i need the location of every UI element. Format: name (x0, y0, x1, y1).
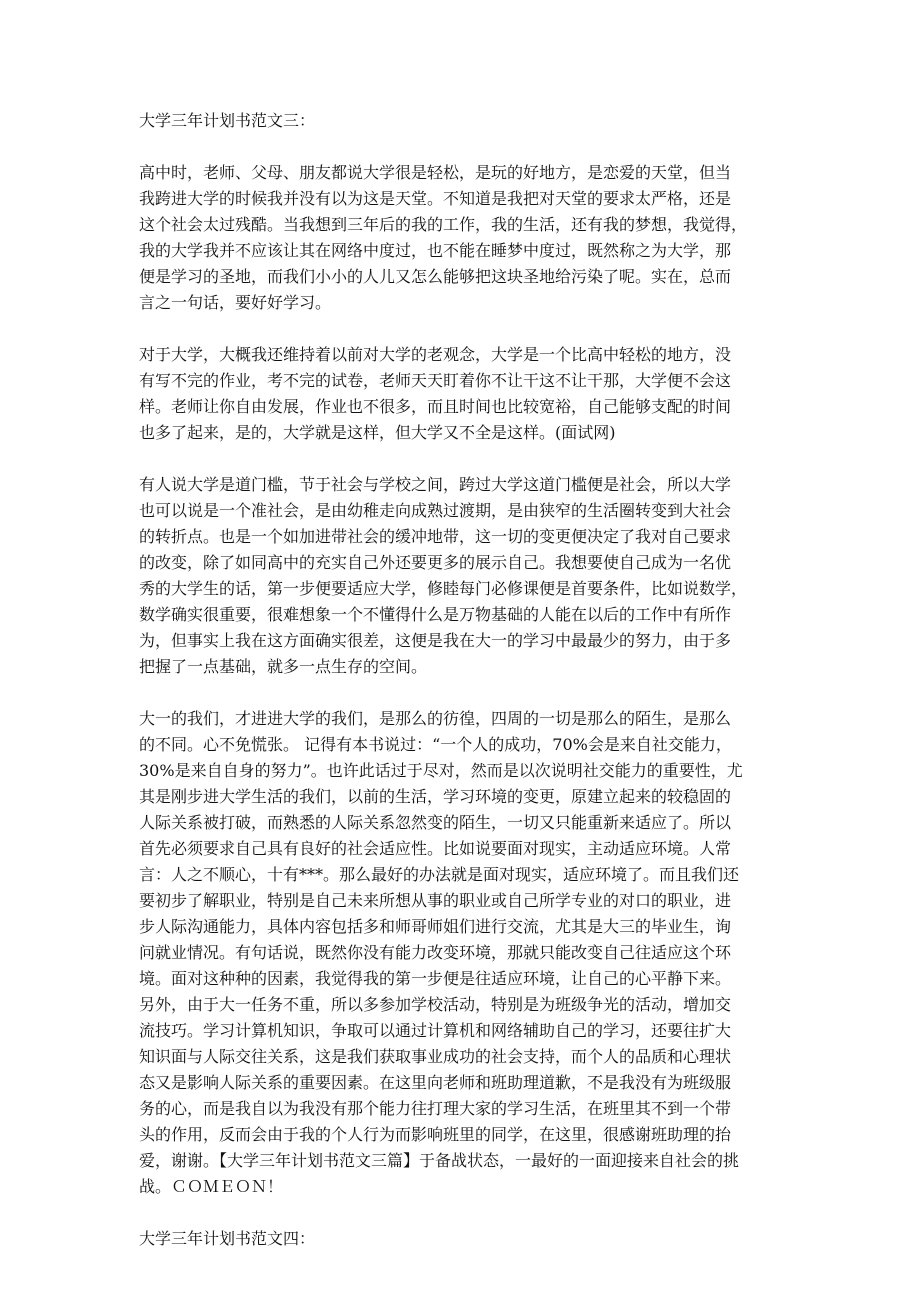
text-line: 便是学习的圣地，而我们小小的人儿又怎么能够把这块圣地给污染了呢。实在，总而 (139, 267, 732, 286)
text-line: 头的作用，反而会由于我的个人行为而影响班里的同学，在这里，很感谢班助理的抬 (139, 1125, 732, 1144)
text-line: 也可以说是一个准社会，是由幼稚走向成熟过渡期，是由狭窄的生活圈转变到大社会 (139, 501, 732, 520)
text-line: 爱，谢谢。【大学三年计划书范文三篇】于备战状态，一最好的一面迎接来自社会的挑 (139, 1151, 740, 1170)
text-line: 首先必须要求自己具有良好的社会适应性。比如说要面对现实，主动适应环境。人常 (139, 839, 732, 858)
text-line: 言之一句话，要好好学习。 (139, 293, 332, 312)
text-line: 大一的我们，才进进大学的我们，是那么的彷徨，四周的一切是那么的陌生，是那么 (139, 709, 732, 728)
text-line: 步人际沟通能力，具体内容包括多和师哥师姐们进行交流，尤其是大三的毕业生，询 (139, 917, 732, 936)
text-line: 我的大学我并不应该让其在网络中度过，也不能在睡梦中度过，既然称之为大学，那 (139, 241, 732, 260)
document-page (139, 108, 789, 1278)
text-line: 有写不完的作业，考不完的试卷，老师天天盯着你不让干这不让干那，大学便不会这 (139, 371, 732, 390)
text-line: 这个社会太过残酷。当我想到三年后的我的工作，我的生活，还有我的梦想，我觉得， (139, 215, 748, 234)
section-heading-3: 大学三年计划书范文三： (139, 111, 316, 130)
text-line: 态又是影响人际关系的重要因素。在这里向老师和班助理道歉，不是我没有为班级服 (139, 1073, 732, 1092)
text-line: 我跨进大学的时候我并没有以为这是天堂。不知道是我把对天堂的要求太严格，还是 (139, 189, 732, 208)
text-line: 也多了起来，是的，大学就是这样，但大学又不全是这样。(面试网) (139, 423, 616, 442)
paragraph-4 (139, 706, 789, 1200)
paragraph-2 (139, 342, 789, 446)
paragraph-1 (139, 160, 789, 316)
text-line: 人际关系被打破，而熟悉的人际关系忽然变的陌生，一切又只能重新来适应了。所以 (139, 813, 732, 832)
text-line: 的转折点。也是一个如加进带社会的缓冲地带，这一切的变更便决定了我对自己要求 (139, 527, 732, 546)
text-line: 要初步了解职业，特别是自己未来所想从事的职业或自己所学专业的对口的职业，进 (139, 891, 732, 910)
text-line: 知识面与人际交往关系，这是我们获取事业成功的社会支持，而个人的品质和心理状 (139, 1047, 732, 1066)
text-line: 有人说大学是道门槛，节于社会与学校之间，跨过大学这道门槛便是社会，所以大学 (139, 475, 732, 494)
text-line: 务的心，而是我自以为我没有那个能力往打理大家的学习生活，在班里其不到一个带 (139, 1099, 732, 1118)
text-line: 样。老师让你自由发展，作业也不很多，而且时间也比较宽裕，自己能够支配的时间 (139, 397, 732, 416)
text-line: 对于大学，大概我还维持着以前对大学的老观念，大学是一个比高中轻松的地方，没 (139, 345, 732, 364)
text-line: 秀的大学生的话，第一步便要适应大学，修睦每门必修课便是首要条件，比如说数学， (139, 579, 748, 598)
text-line: 为，但事实上我在这方面确实很差，这便是我在大一的学习中最最少的努力，由于多 (139, 631, 732, 650)
text-line: 问就业情况。有句话说，既然你没有能力改变环境，那就只能改变自己往适应这个环 (139, 943, 732, 962)
text-line: 战。ＣＯＭＥＯＮ！ (139, 1177, 284, 1196)
text-line: 30%是来自自身的努力”。也许此话过于尽对，然而是以次说明社交能力的重要性，尤 (139, 761, 743, 780)
section-heading-4: 大学三年计划书范文四： (139, 1229, 316, 1248)
text-line: 高中时，老师、父母、朋友都说大学很是轻松，是玩的好地方，是恋爱的天堂，但当 (139, 163, 732, 182)
text-line: 把握了一点基础，就多一点生存的空间。 (139, 657, 428, 676)
text-line: 流技巧。学习计算机知识，争取可以通过计算机和网络辅助自己的学习，还要往扩大 (139, 1021, 732, 1040)
text-line: 数学确实很重要，很难想象一个不懂得什么是万物基础的人能在以后的工作中有所作 (139, 605, 732, 624)
text-line: 言：人之不顺心，十有***。那么最好的办法就是面对现实，适应环境了。而且我们还 (139, 865, 740, 884)
text-line: 其是刚步进大学生活的我们，以前的生活，学习环境的变更，原建立起来的较稳固的 (139, 787, 732, 806)
paragraph-3 (139, 472, 789, 680)
text-line: 的不同。心不免慌张。 记得有本书说过：“一个人的成功，70%会是来自社交能力， (139, 735, 732, 754)
text-line: 境。面对这种种的因素，我觉得我的第一步便是往适应环境，让自己的心平静下来。 (139, 969, 732, 988)
text-line: 另外，由于大一任务不重，所以多参加学校活动，特别是为班级争光的活动，增加交 (139, 995, 732, 1014)
text-line: 的改变，除了如同高中的充实自己外还要更多的展示自己。我想要使自己成为一名优 (139, 553, 732, 572)
